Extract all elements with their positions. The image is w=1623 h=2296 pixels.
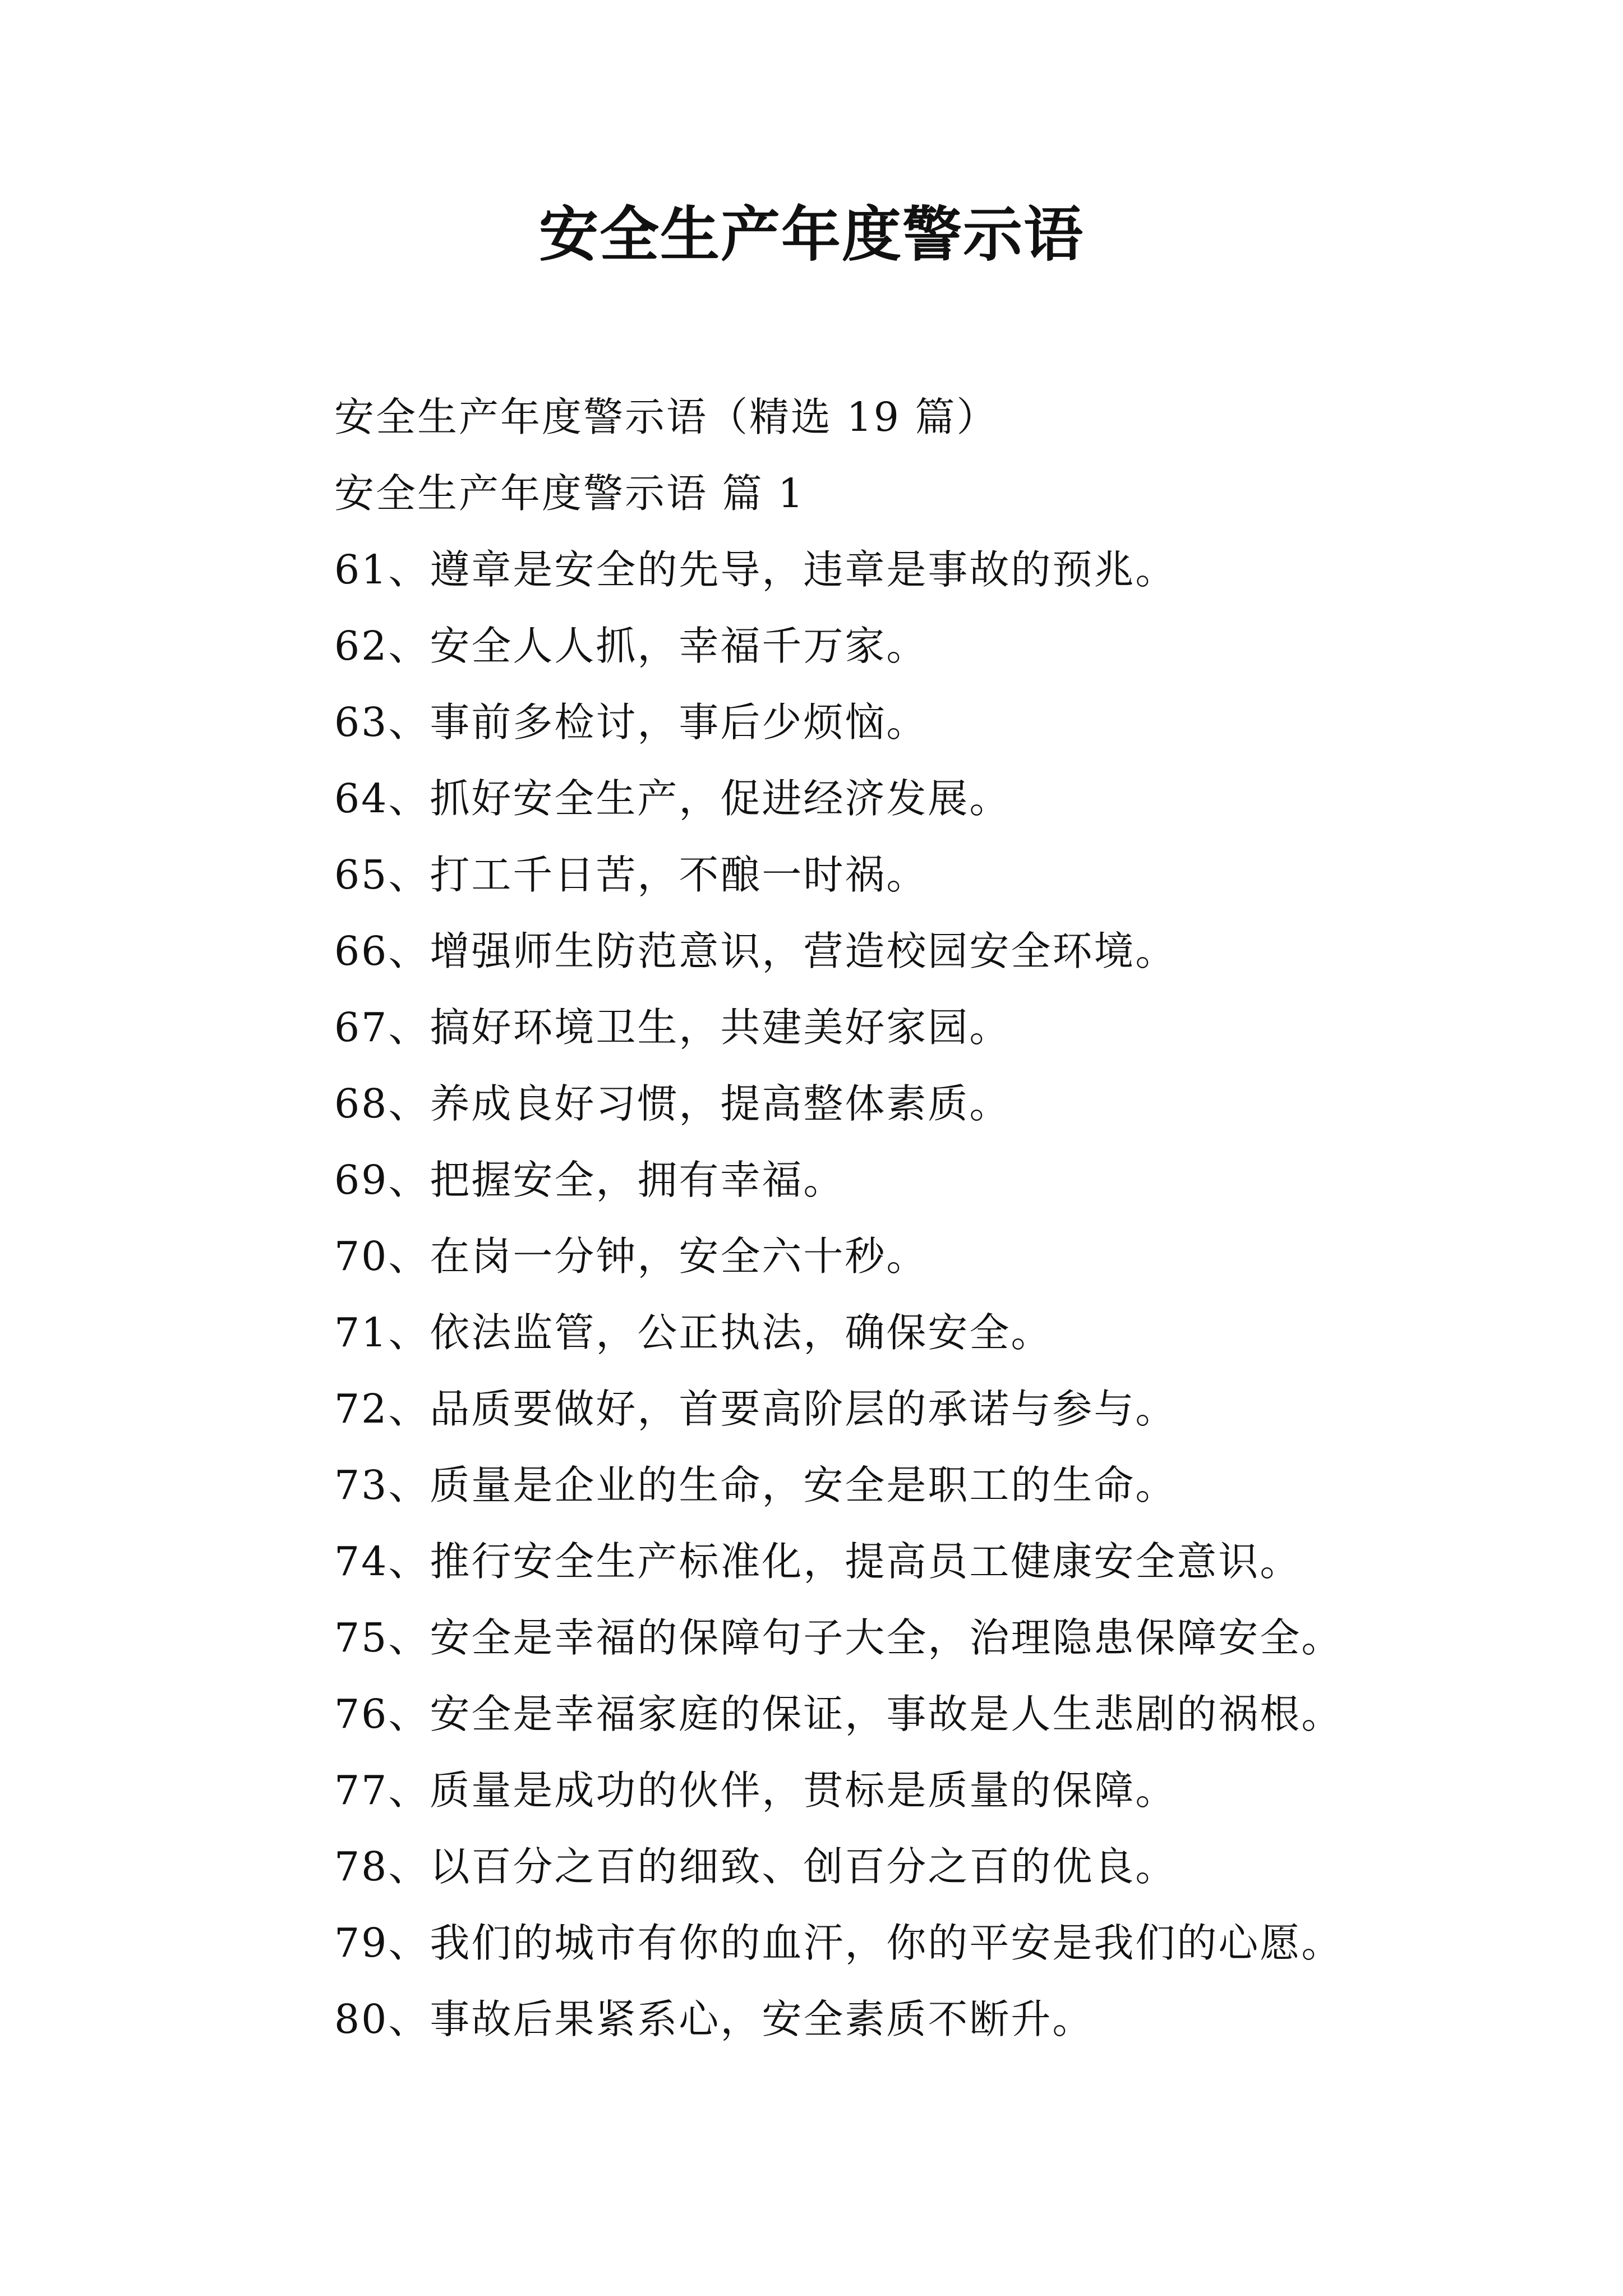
list-item: 67、搞好环境卫生，共建美好家园。	[334, 1004, 1011, 1051]
document-title: 安全生产年度警示语	[539, 199, 1084, 269]
list-item: 73、质量是企业的生命，安全是职工的生命。	[334, 1462, 1177, 1508]
list-item: 69、把握安全，拥有幸福。	[334, 1157, 845, 1203]
list-item: 77、质量是成功的伙伴，贯标是质量的保障。	[334, 1767, 1177, 1814]
document-body	[334, 379, 1596, 2058]
list-item: 62、安全人人抓，幸福千万家。	[334, 623, 928, 669]
list-item: 63、事前多检讨，事后少烦恼。	[334, 699, 928, 746]
list-item: 71、依法监管，公正执法，确保安全。	[334, 1309, 1053, 1356]
section-heading: 安全生产年度警示语 篇 1	[334, 470, 805, 517]
list-item: 72、品质要做好，首要高阶层的承诺与参与。	[334, 1386, 1177, 1432]
list-item: 76、安全是幸福家庭的保证，事故是人生悲剧的祸根。	[334, 1691, 1343, 1737]
document-subtitle: 安全生产年度警示语（精选 19 篇）	[334, 394, 998, 440]
list-item: 64、抓好安全生产，促进经济发展。	[334, 775, 1011, 822]
list-item: 80、事故后果紧系心，安全素质不断升。	[334, 1996, 1094, 2042]
list-item: 79、我们的城市有你的血汗，你的平安是我们的心愿。	[334, 1920, 1343, 1966]
list-item: 66、增强师生防范意识，营造校园安全环境。	[334, 928, 1177, 974]
list-item: 65、打工千日苦，不酿一时祸。	[334, 852, 928, 898]
list-item: 74、推行安全生产标准化，提高员工健康安全意识。	[334, 1538, 1302, 1585]
list-item: 70、在岗一分钟，安全六十秒。	[334, 1233, 928, 1280]
list-item: 75、安全是幸福的保障句子大全，治理隐患保障安全。	[334, 1614, 1343, 1661]
list-item: 78、以百分之百的细致、创百分之百的优良。	[334, 1843, 1177, 1890]
list-item: 61、遵章是安全的先导，违章是事故的预兆。	[334, 546, 1177, 593]
list-item: 68、养成良好习惯，提高整体素质。	[334, 1080, 1011, 1127]
